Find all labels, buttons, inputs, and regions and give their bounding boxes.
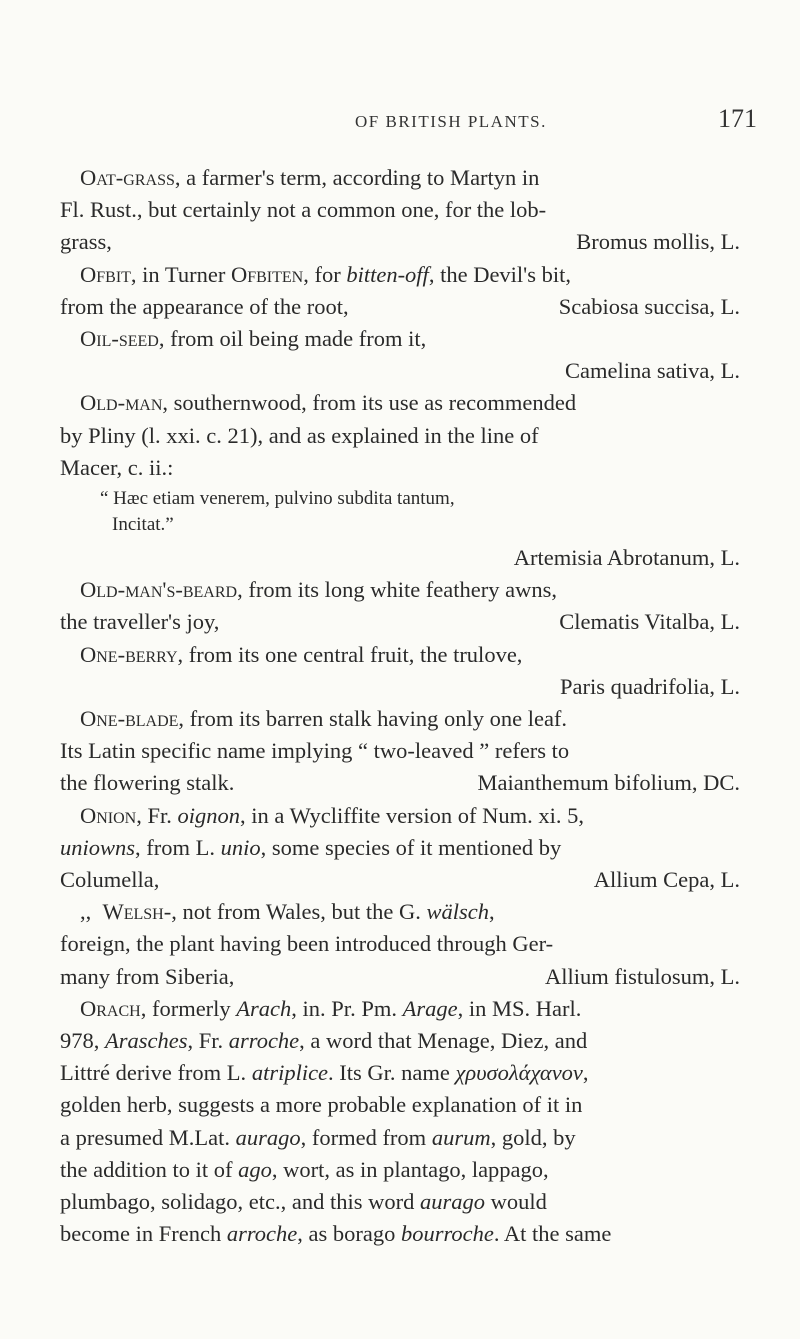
quote-line: Incitat.” bbox=[112, 514, 174, 536]
latin-name: Allium fistulosum, L. bbox=[544, 963, 740, 989]
entry-headword: Oil-seed bbox=[80, 326, 159, 352]
entry-oat-grass: Oat-grass, a farmer's term, according to Martyn in bbox=[80, 165, 540, 190]
entry-welsh-onion: ,, Welsh-, not from Wales, but the G. wälsch, bbox=[80, 899, 495, 925]
entry-line: many from Siberia, Allium fistulosum, L. bbox=[60, 961, 740, 993]
entry-line: Littré derive from L. atriplice. Its Gr. name χρυσολάχανον, bbox=[60, 1060, 589, 1086]
entry-one-blade: One-blade, from its barren stalk having only one leaf. bbox=[80, 706, 568, 732]
entry-onion: Onion, Fr. oignon, in a Wycliffite version of Num. xi. 5, bbox=[80, 802, 585, 828]
entry-old-man: Old-man, southernwood, from its use as recommended bbox=[80, 390, 577, 416]
entry-headword: Welsh- bbox=[102, 899, 172, 925]
entry-line: by Pliny (l. xxi. c. 21), and as explained in the line of bbox=[60, 422, 539, 448]
entry-line: foreign, the plant having been introduced through Ger- bbox=[60, 931, 554, 957]
entry-headword: One-berry bbox=[80, 641, 178, 667]
latin-name: Paris quadrifolia, L. bbox=[560, 673, 740, 699]
body-text bbox=[60, 162, 740, 1251]
latin-quotation bbox=[60, 486, 740, 538]
entry-ofbit: Ofbit, in Turner Ofbiten, for bitten-off, the Devil's bit, bbox=[80, 261, 571, 287]
entry-line: from the appearance of the root, Scabiosa succisa, L. bbox=[60, 291, 740, 323]
page-header bbox=[0, 104, 800, 144]
entry-headword: Onion bbox=[80, 802, 137, 828]
entry-orach: Orach, formerly Arach, in. Pr. Pm. Arage, in MS. Harl. bbox=[80, 995, 582, 1021]
entry-line: 978, Arasches, Fr. arroche, a word that Menage, Diez, and bbox=[60, 1028, 588, 1054]
entry-headword: Ofbit bbox=[80, 261, 131, 287]
entry-line: Its Latin specific name implying “ two-leaved ” refers to bbox=[60, 738, 570, 764]
entry-line: Columella, Allium Cepa, L. bbox=[60, 864, 740, 896]
entry-headword: Old-man bbox=[80, 390, 163, 416]
latin-name: Scabiosa succisa, L. bbox=[558, 293, 740, 319]
latin-name: Maianthemum bifolium, DC. bbox=[477, 770, 740, 796]
entry-headword: Orach bbox=[80, 995, 141, 1021]
entry-line: uniowns, from L. unio, some species of it mentioned by bbox=[60, 834, 562, 860]
entry-headword: Old-man's-beard bbox=[80, 577, 238, 603]
entry-old-mans-beard: Old-man's-beard, from its long white feathery awns, bbox=[80, 577, 557, 603]
entry-one-berry: One-berry, from its one central fruit, the trulove, bbox=[80, 641, 523, 667]
entry-line: grass, Bromus mollis, L. bbox=[60, 226, 740, 258]
entry-line: golden herb, suggests a more probable explanation of it in bbox=[60, 1092, 583, 1118]
quote-line: “ Hæc etiam venerem, pulvino subdita tantum, bbox=[100, 488, 455, 510]
entry-headword: One-blade bbox=[80, 706, 179, 732]
latin-name: Bromus mollis, L. bbox=[576, 229, 740, 255]
running-title: OF BRITISH PLANTS. bbox=[355, 112, 547, 131]
entry-line: Macer, c. ii.: bbox=[60, 454, 174, 480]
entry-line: a presumed M.Lat. aurago, formed from aurum, gold, by bbox=[60, 1124, 576, 1150]
latin-name: Clematis Vitalba, L. bbox=[559, 609, 740, 635]
entry-headword: Oat-grass bbox=[80, 165, 175, 190]
entry-line: Fl. Rust., but certainly not a common one, for the lob- bbox=[60, 197, 547, 223]
entry-line: become in French arroche, as borago bourroche. At the same bbox=[60, 1221, 612, 1247]
entry-line: the flowering stalk. Maianthemum bifolium, DC. bbox=[60, 767, 740, 799]
latin-name: Camelina sativa, L. bbox=[565, 358, 740, 384]
entry-line: the traveller's joy, Clematis Vitalba, L. bbox=[60, 606, 740, 638]
page-number: 171 bbox=[718, 104, 757, 133]
latin-name: Allium Cepa, L. bbox=[593, 867, 740, 893]
entry-line: plumbago, solidago, etc., and this word aurago would bbox=[60, 1189, 547, 1215]
entry-oil-seed: Oil-seed, from oil being made from it, bbox=[80, 326, 427, 352]
entry-line: the addition to it of ago, wort, as in plantago, lappago, bbox=[60, 1156, 549, 1182]
latin-name: Artemisia Abrotanum, L. bbox=[513, 545, 740, 571]
ditto-mark: ,, bbox=[80, 899, 92, 925]
